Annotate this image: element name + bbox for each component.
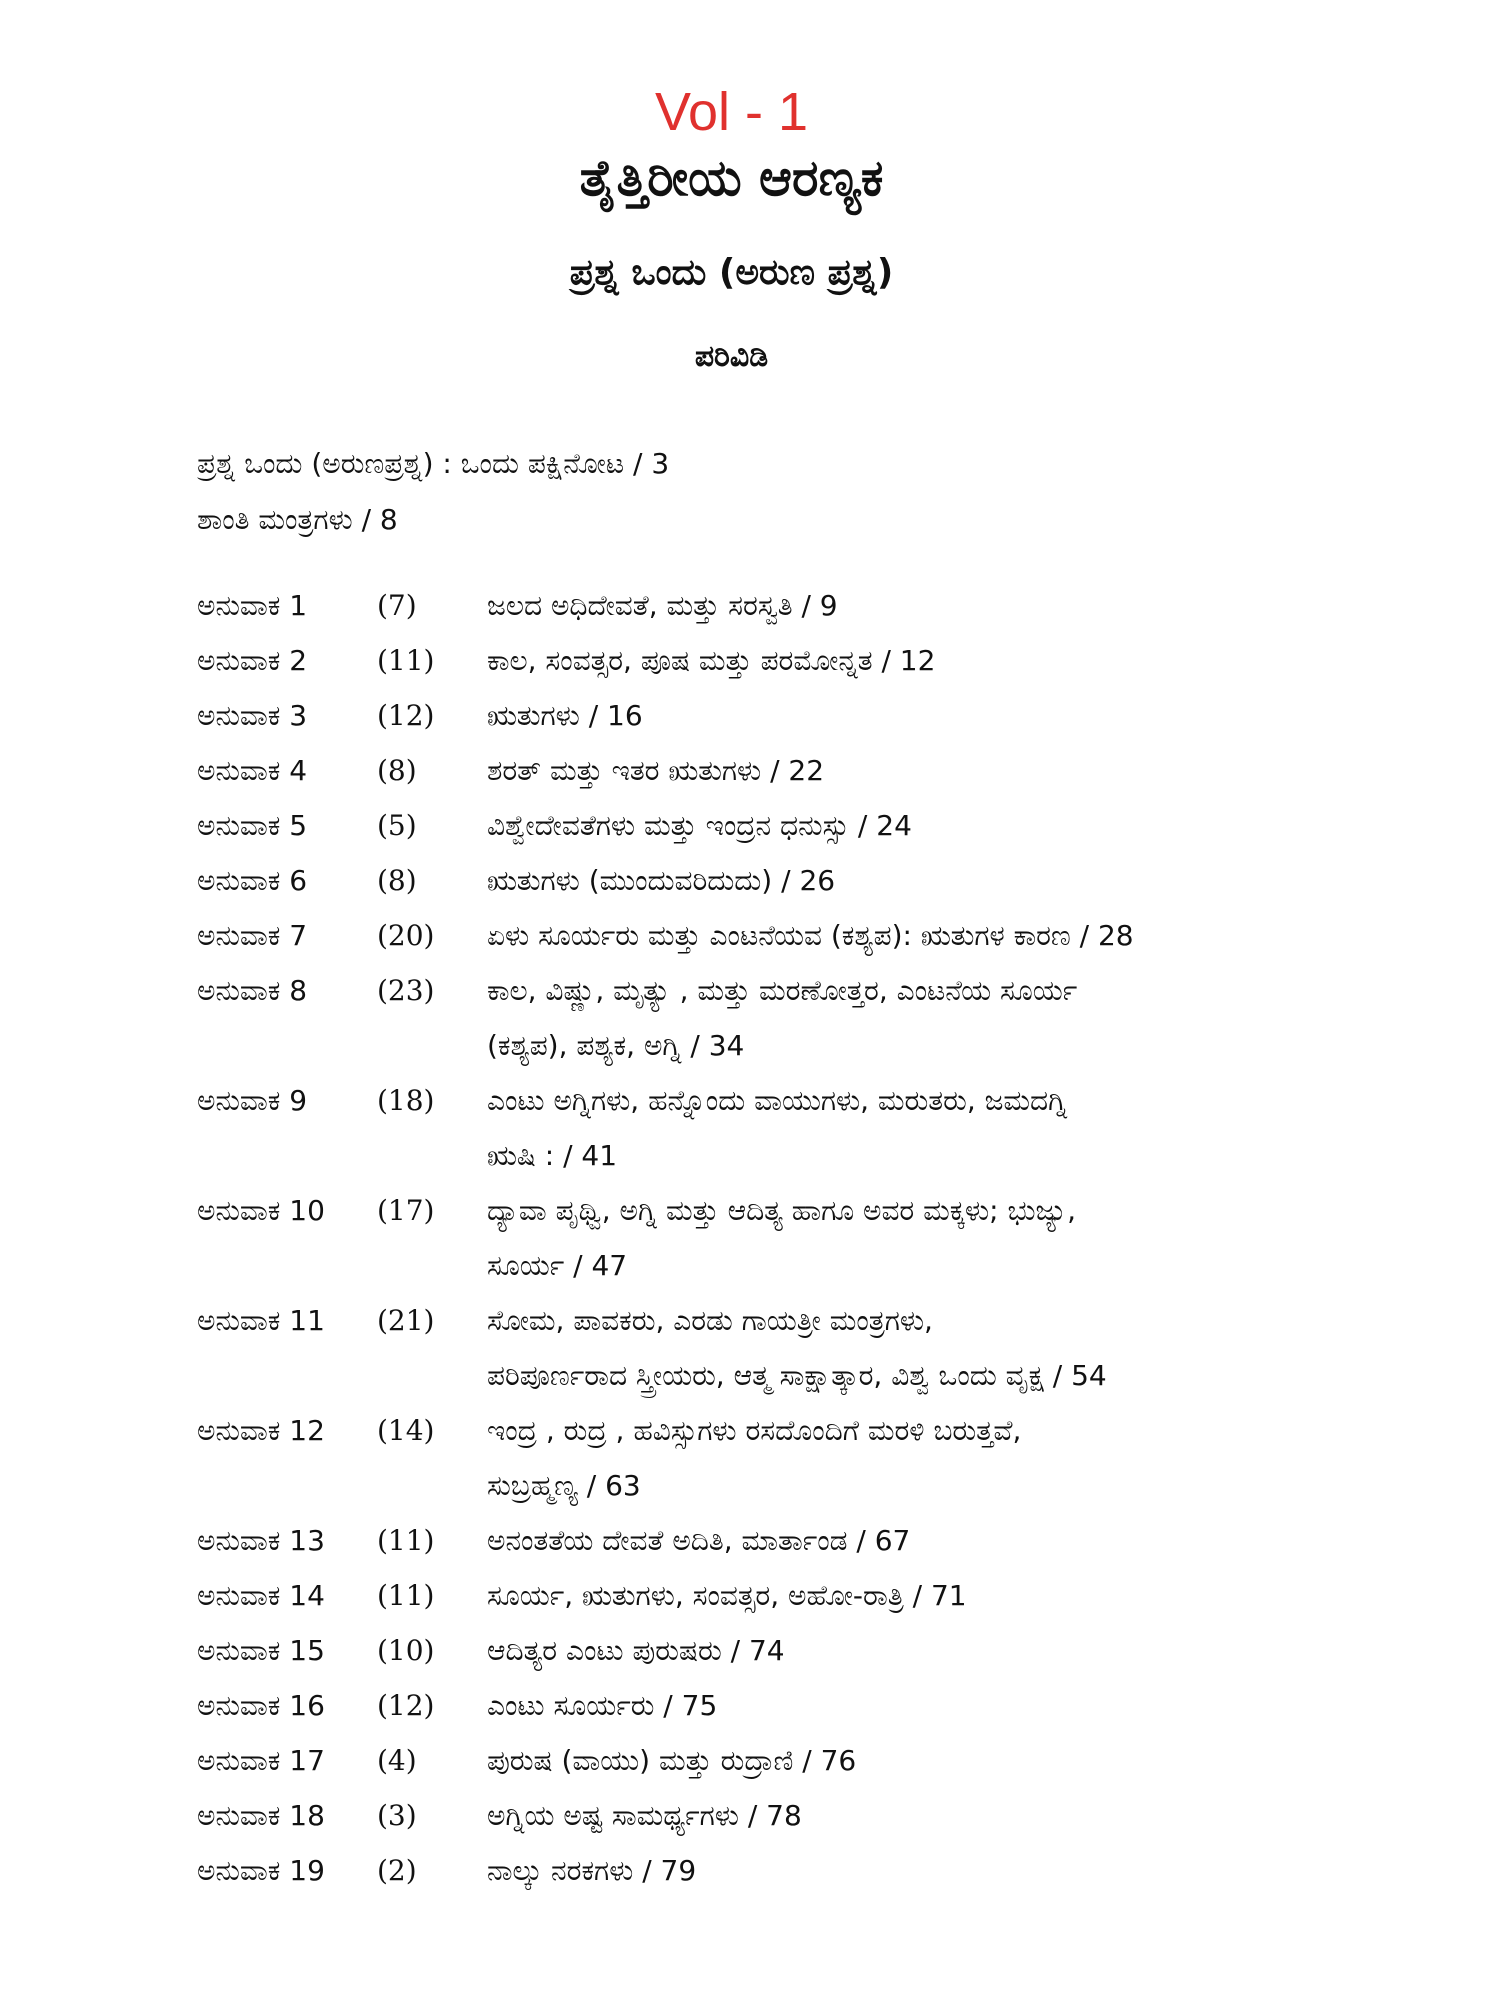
- toc-desc: ಕಾಲ, ಸಂವತ್ಸರ, ಪೂಷ ಮತ್ತು ಪರಮೋನ್ನತ / 12: [487, 644, 936, 677]
- table-of-contents: [197, 578, 1347, 1898]
- toc-row: [197, 798, 1347, 853]
- toc-label: ಅನುವಾಕ 9: [197, 1084, 308, 1117]
- toc-label: ಅನುವಾಕ 11: [197, 1304, 325, 1337]
- toc-desc: ಋತುಗಳು / 16: [487, 699, 643, 732]
- toc-row: [197, 1568, 1347, 1623]
- toc-desc: ಋತುಗಳು (ಮುಂದುವರಿದುದು) / 26: [487, 864, 836, 897]
- toc-label: ಅನುವಾಕ 2: [197, 644, 308, 677]
- toc-desc: ದ್ಯಾವಾ ಪೃಥ್ವಿ, ಅಗ್ನಿ ಮತ್ತು ಆದಿತ್ಯ ಹಾಗೂ ಅವರ ಮಕ್ಕಳು; ಭುಜ್ಯು, ಸೂರ್ಯ / 47: [487, 1194, 1076, 1282]
- toc-row: [197, 1513, 1347, 1568]
- toc-count: (8): [377, 754, 417, 787]
- toc-row: [197, 1788, 1347, 1843]
- toc-label: ಅನುವಾಕ 7: [197, 919, 308, 952]
- toc-count: (4): [377, 1744, 417, 1777]
- toc-row: [197, 1843, 1347, 1898]
- toc-count: (23): [377, 974, 435, 1007]
- toc-row: [197, 633, 1347, 688]
- toc-label: ಅನುವಾಕ 13: [197, 1524, 325, 1557]
- toc-count: (20): [377, 919, 435, 952]
- toc-desc: ಸೂರ್ಯ, ಋತುಗಳು, ಸಂವತ್ಸರ, ಅಹೋ-ರಾತ್ರಿ / 71: [487, 1579, 967, 1612]
- toc-count: (17): [377, 1194, 435, 1227]
- toc-row: [197, 743, 1347, 798]
- toc-label: ಅನುವಾಕ 12: [197, 1414, 325, 1447]
- toc-row: [197, 1678, 1347, 1733]
- toc-desc: ವಿಶ್ವೇದೇವತೆಗಳು ಮತ್ತು ಇಂದ್ರನ ಧನುಸ್ಸು / 24: [487, 809, 912, 842]
- toc-count: (7): [377, 589, 417, 622]
- toc-desc: ಏಳು ಸೂರ್ಯರು ಮತ್ತು ಎಂಟನೆಯವ (ಕಶ್ಯಪ): ಋತುಗಳ ಕಾರಣ / 28: [487, 919, 1134, 952]
- toc-count: (11): [377, 644, 435, 677]
- toc-row: [197, 688, 1347, 743]
- contents-heading: ಪರಿವಿಡಿ: [694, 339, 769, 374]
- toc-label: ಅನುವಾಕ 6: [197, 864, 308, 897]
- toc-label: ಅನುವಾಕ 17: [197, 1744, 325, 1777]
- toc-row: [197, 1183, 1347, 1293]
- toc-row: [197, 1733, 1347, 1788]
- toc-row: [197, 1623, 1347, 1678]
- toc-desc: ಜಲದ ಅಧಿದೇವತೆ, ಮತ್ತು ಸರಸ್ವತಿ / 9: [487, 589, 838, 622]
- toc-row: [197, 963, 1347, 1073]
- toc-count: (21): [377, 1304, 435, 1337]
- toc-desc: ಇಂದ್ರ , ರುದ್ರ , ಹವಿಸ್ಸುಗಳು ರಸದೊಂದಿಗೆ ಮರಳಿ ಬರುತ್ತವೆ, ಸುಬ್ರಹ್ಮಣ್ಯ / 63: [487, 1414, 1022, 1502]
- toc-count: (12): [377, 1689, 435, 1722]
- toc-label: ಅನುವಾಕ 19: [197, 1854, 325, 1887]
- toc-desc: ಕಾಲ, ವಿಷ್ಣು, ಮೃತ್ಯು , ಮತ್ತು ಮರಣೋತ್ತರ, ಎಂಟನೆಯ ಸೂರ್ಯ (ಕಶ್ಯಪ), ಪಶ್ಯಕ, ಅಗ್ನಿ / 34: [487, 974, 1078, 1062]
- toc-count: (10): [377, 1634, 435, 1667]
- toc-desc: ಅಗ್ನಿಯ ಅಷ್ಟ ಸಾಮರ್ಥ್ಯಗಳು / 78: [487, 1799, 802, 1832]
- intro-line-overview: ಪ್ರಶ್ನ ಒಂದು (ಅರುಣಪ್ರಶ್ನ) : ಒಂದು ಪಕ್ಷಿನೋಟ / 3: [197, 447, 670, 480]
- toc-label: ಅನುವಾಕ 4: [197, 754, 308, 787]
- toc-label: ಅನುವಾಕ 10: [197, 1194, 325, 1227]
- book-title: ತೈತ್ತಿರೀಯ ಆರಣ್ಯಕ: [579, 149, 884, 207]
- toc-desc: ಆದಿತ್ಯರ ಎಂಟು ಪುರುಷರು / 74: [487, 1634, 785, 1667]
- toc-row: [197, 1073, 1347, 1183]
- toc-count: (18): [377, 1084, 435, 1117]
- toc-count: (8): [377, 864, 417, 897]
- toc-desc: ಎಂಟು ಸೂರ್ಯರು / 75: [487, 1689, 718, 1722]
- volume-label: Vol - 1: [654, 82, 809, 142]
- toc-row: [197, 908, 1347, 963]
- chapter-subtitle: ಪ್ರಶ್ನ ಒಂದು (ಅರುಣ ಪ್ರಶ್ನ): [569, 252, 894, 293]
- toc-row: [197, 578, 1347, 633]
- toc-count: (12): [377, 699, 435, 732]
- toc-row: [197, 1403, 1347, 1513]
- toc-desc: ಪುರುಷ (ವಾಯು) ಮತ್ತು ರುದ್ರಾಣಿ / 76: [487, 1744, 857, 1777]
- toc-count: (5): [377, 809, 417, 842]
- toc-label: ಅನುವಾಕ 1: [197, 589, 308, 622]
- toc-label: ಅನುವಾಕ 14: [197, 1579, 325, 1612]
- toc-count: (3): [377, 1799, 417, 1832]
- toc-desc: ಎಂಟು ಅಗ್ನಿಗಳು, ಹನ್ನೊಂದು ವಾಯುಗಳು, ಮರುತರು, ಜಮದಗ್ನಿ ಋಷಿ : / 41: [487, 1084, 1068, 1172]
- toc-desc: ಸೋಮ, ಪಾವಕರು, ಎರಡು ಗಾಯತ್ರೀ ಮಂತ್ರಗಳು, ಪರಿಪೂರ್ಣರಾದ ಸ್ತ್ರೀಯರು, ಆತ್ಮ ಸಾಕ್ಷಾತ್ಕಾರ, ವಿಶ್ವ ಒಂದು ವೃಕ್ಷ / 54: [487, 1304, 1107, 1392]
- toc-desc: ಅನಂತತೆಯ ದೇವತೆ ಅದಿತಿ, ಮಾರ್ತಾಂಡ / 67: [487, 1524, 911, 1557]
- toc-count: (2): [377, 1854, 417, 1887]
- toc-count: (11): [377, 1524, 435, 1557]
- toc-label: ಅನುವಾಕ 8: [197, 974, 308, 1007]
- toc-desc: ನಾಲ್ಕು ನರಕಗಳು / 79: [487, 1854, 697, 1887]
- toc-label: ಅನುವಾಕ 15: [197, 1634, 325, 1667]
- toc-row: [197, 1293, 1347, 1403]
- toc-row: [197, 853, 1347, 908]
- toc-label: ಅನುವಾಕ 18: [197, 1799, 325, 1832]
- toc-label: ಅನುವಾಕ 16: [197, 1689, 325, 1722]
- toc-label: ಅನುವಾಕ 5: [197, 809, 308, 842]
- intro-line-shanti: ಶಾಂತಿ ಮಂತ್ರಗಳು / 8: [197, 503, 398, 536]
- toc-label: ಅನುವಾಕ 3: [197, 699, 308, 732]
- toc-desc: ಶರತ್ ಮತ್ತು ಇತರ ಋತುಗಳು / 22: [487, 754, 825, 787]
- toc-count: (14): [377, 1414, 435, 1447]
- toc-count: (11): [377, 1579, 435, 1612]
